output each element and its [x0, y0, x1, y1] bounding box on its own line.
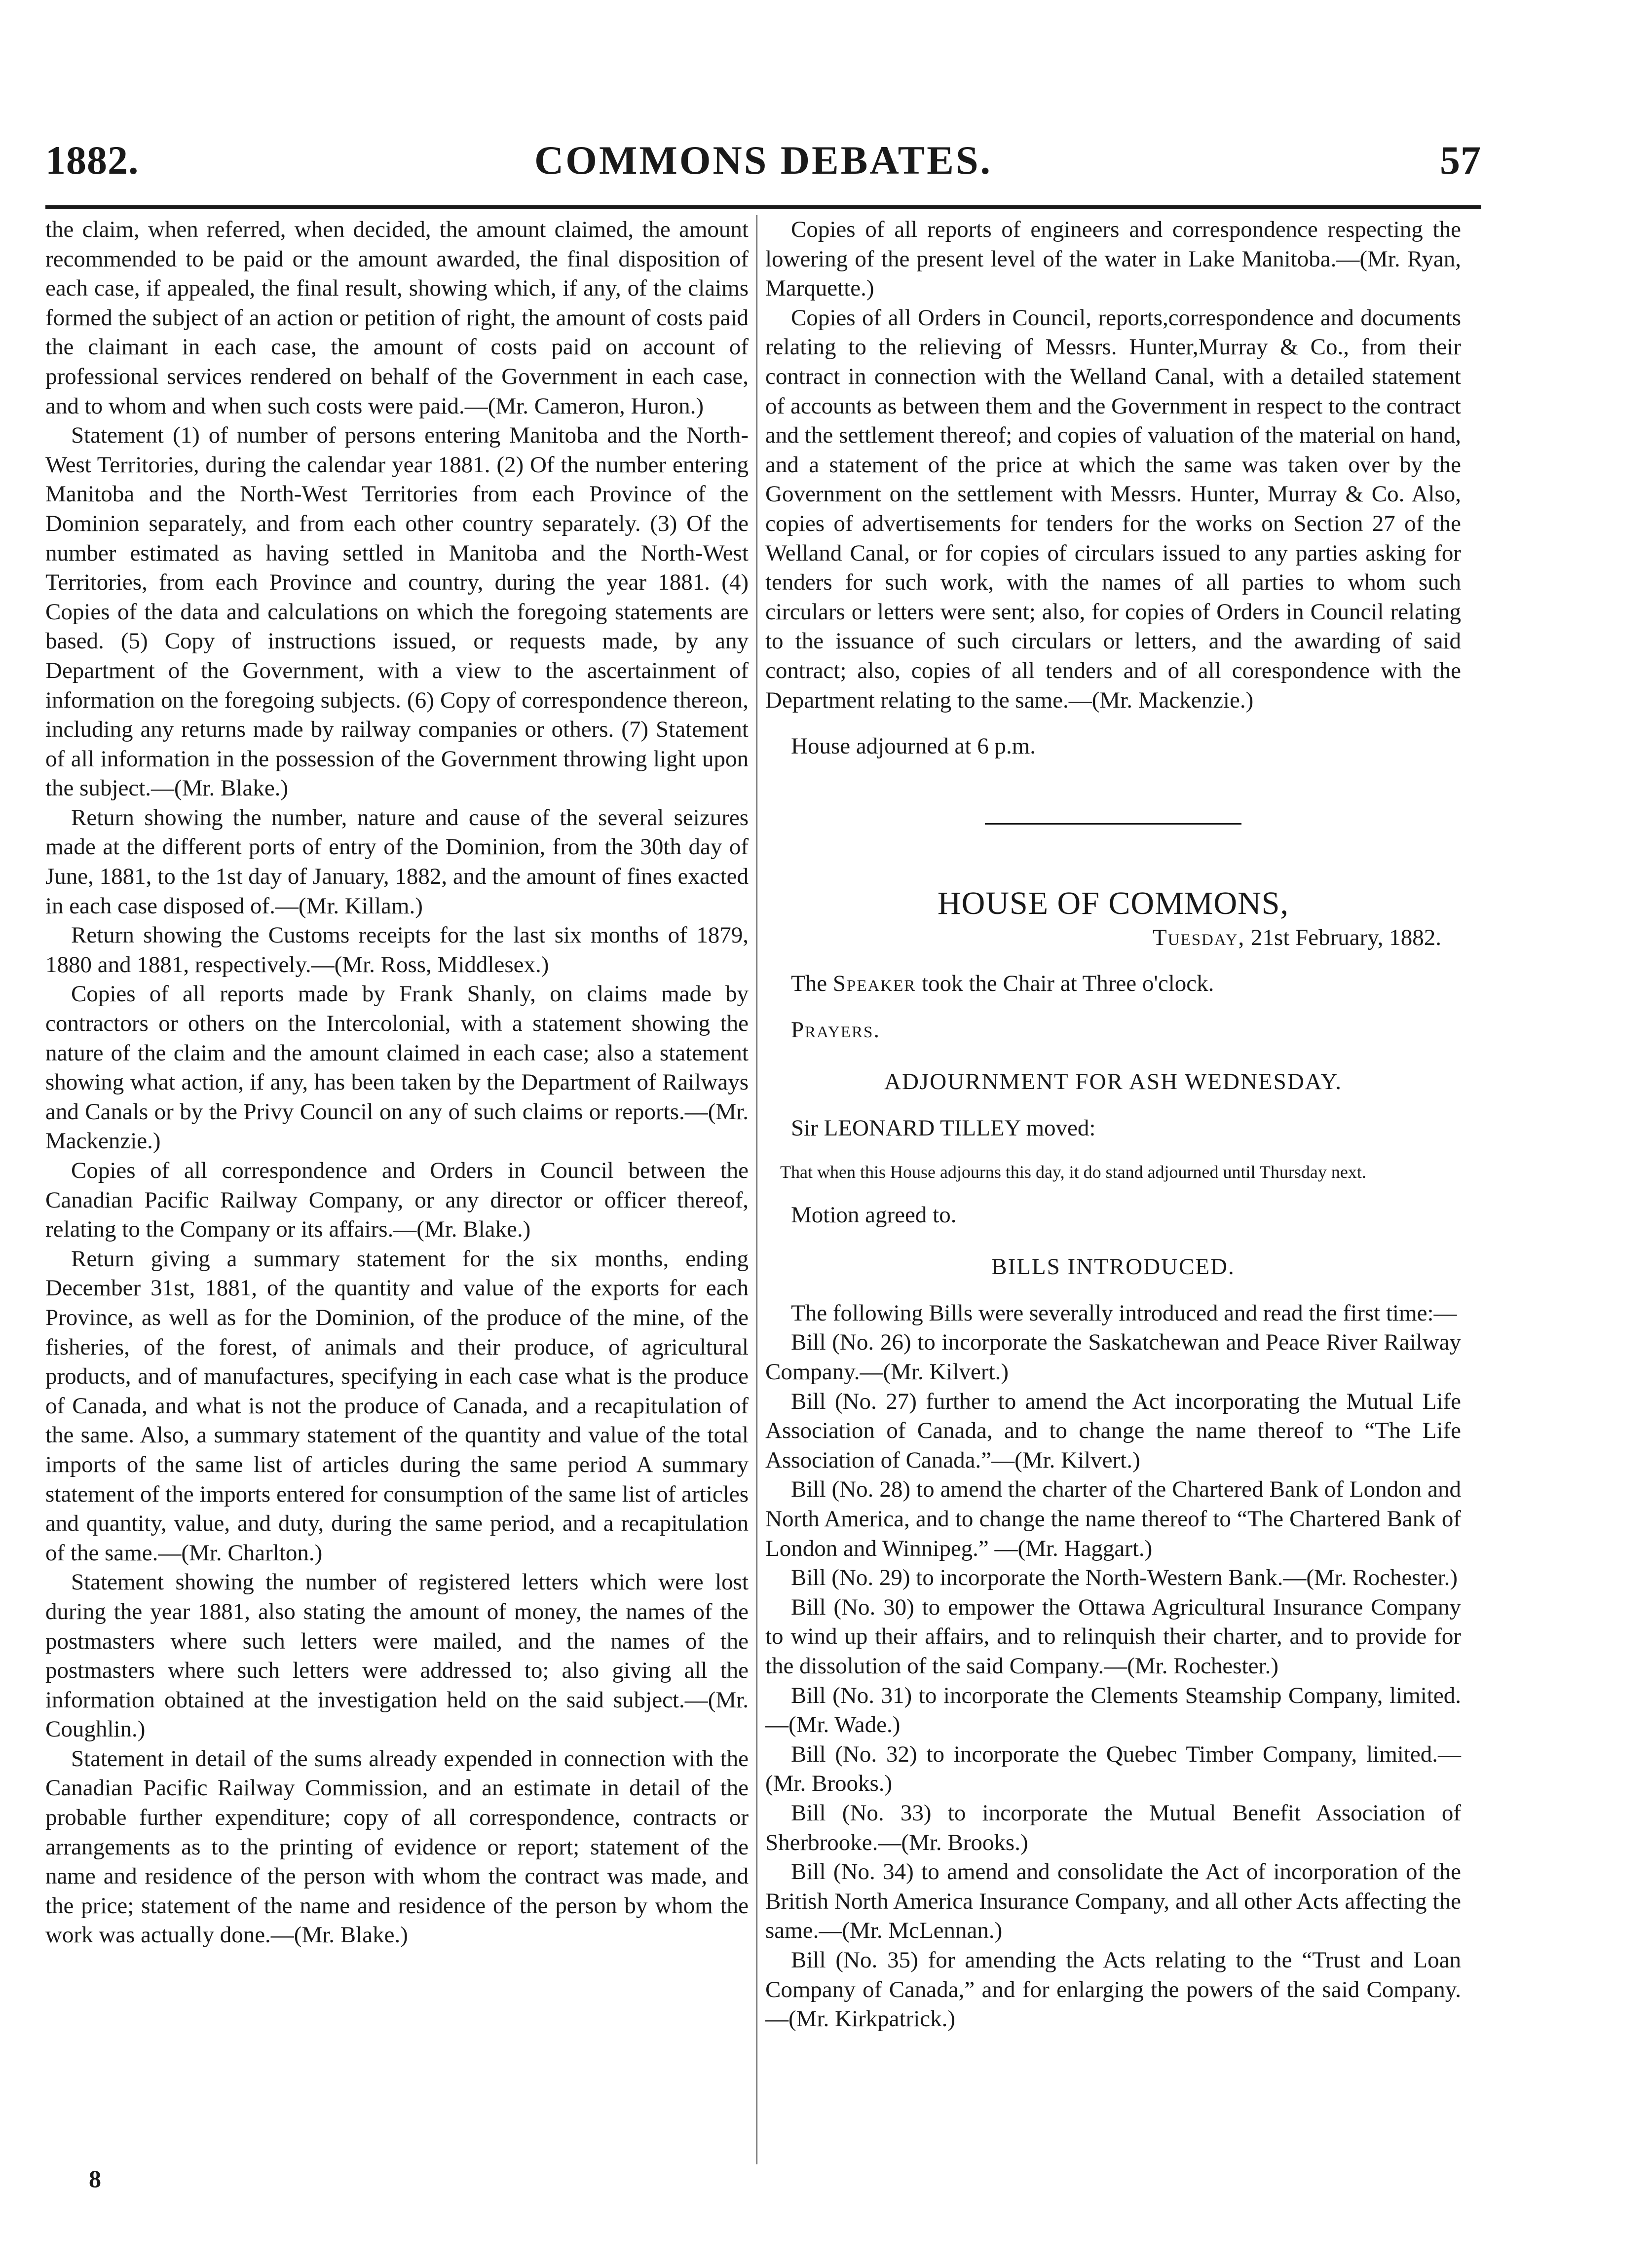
header-page-number: 57	[1440, 138, 1481, 183]
paragraph: Copies of all reports made by Frank Shanly, on claims made by contractors or others on the Intercolonial, with a statement showing the nature of the claim and the amount claimed in each case; also a statement showing what action, if any, has been taken by the Department of Railways and Canals or by the Privy Council on any of such claims or reports.—(Mr. Mackenzie.)	[45, 981, 749, 1154]
paragraph: Statement showing the number of registered letters which were lost during the year 1881, also stating the amount of money, the names of the postmasters where such letters were mailed, and the names of the postmasters where such letters were addressed to; also giving all the information obtained at the investigation held on the said subject.—(Mr. Coughlin.)	[45, 1569, 749, 1742]
sitting-date-rest: 21st February, 1882.	[1245, 924, 1441, 950]
bill-item: Bill (No. 30) to empower the Ottawa Agricultural Insurance Company to wind up their affairs, and to relinquish their charter, and to provide for the dissolution of the said Company.—(Mr. Rochester.)	[765, 1594, 1461, 1679]
paragraph: Copies of all correspondence and Orders in Council between the Canadian Pacific Railway Company, or any director or officer thereof, relating to the Company or its affairs.—(Mr. Blake.)	[45, 1158, 749, 1243]
paragraph: Statement (1) of number of persons entering Manitoba and the North-West Territories, during the calendar year 1881. (2) Of the number entering Manitoba and the North-West Territories from each Province of the Dominion separately, and from each other country separately. (3) Of the number estimated as having settled in Manitoba and the North-West Territories, from each Province and country, during the year 1881. (4) Copies of the data and calculations on which the foregoing statements are based. (5) Copy of instructions issued, or requests made, by any Department of the Government, with a view to the ascertainment of information on the foregoing subjects. (6) Copy of correspondence thereon, including any returns made by railway companies or others. (7) Statement of all information in the possession of the Government throwing light upon the subject.—(Mr. Blake.)	[45, 422, 749, 801]
prayers: Prayers.	[791, 1017, 881, 1043]
paragraph: Return showing the Customs receipts for the last six months of 1879, 1880 and 1881, respectively.—(Mr. Ross, Middlesex.)	[45, 922, 749, 978]
motion-text: That when this House adjourns this day, it do stand adjourned until Thursday next.	[780, 1162, 1366, 1182]
bills-heading: BILLS INTRODUCED.	[991, 1254, 1235, 1280]
bill-item: Bill (No. 33) to incorporate the Mutual Benefit Association of Sherbrooke.—(Mr. Brooks.)	[765, 1800, 1461, 1855]
paragraph: Copies of all reports of engineers and correspondence respecting the lowering of the present level of the water in Lake Manitoba.—(Mr. Ryan, Marquette.)	[765, 217, 1461, 302]
header-title: COMMONS DEBATES.	[534, 138, 993, 183]
bill-item: Bill (No. 27) further to amend the Act incorporating the Mutual Life Association of Canada, and to change the name thereof to “The Life Association of Canada.”—(Mr. Kilvert.)	[765, 1388, 1461, 1473]
bill-item: Bill (No. 32) to incorporate the Quebec Timber Company, limited.—(Mr. Brooks.)	[765, 1741, 1461, 1797]
bill-item: Bill (No. 29) to incorporate the North-Western Bank.—(Mr. Rochester.)	[791, 1565, 1458, 1591]
signature-mark: 8	[89, 2165, 101, 2192]
motion-agreed: Motion agreed to.	[791, 1202, 957, 1228]
bill-item: Bill (No. 35) for amending the Acts relating to the “Trust and Loan Company of Canada,” and for enlarging the powers of the said Company.—(Mr. Kirkpatrick.)	[765, 1947, 1461, 2032]
adjournment-heading: ADJOURNMENT FOR ASH WEDNESDAY.	[884, 1069, 1342, 1095]
column-divider	[756, 215, 757, 2164]
paragraph: the claim, when referred, when decided, the amount claimed, the amount recommended to be paid or the amount awarded, the final disposition of each case, if appealed, the final result, showing which, if any, of the claims formed the subject of an action or petition of right, the amount of costs paid the claimant in each case, the amount of costs paid on account of professional services rendered on behalf of the Government in each case, and to whom and when such costs were paid.—(Mr. Cameron, Huron.)	[45, 217, 749, 419]
paragraph: Return showing the number, nature and cause of the several seizures made at the different ports of entry of the Dominion, from the 30th day of June, 1881, to the 1st day of January, 1882, and the amount of fines exacted in each case disposed of.—(Mr. Killam.)	[45, 804, 749, 919]
bill-item: Bill (No. 28) to amend the charter of the Chartered Bank of London and North America, and to change the name thereof to “The Chartered Bank of London and Winnipeg.” —(Mr. Haggart.)	[765, 1476, 1461, 1561]
right-column	[765, 215, 1461, 2034]
speaker-post: took the Chair at Three o'clock.	[916, 971, 1214, 997]
left-column	[45, 215, 749, 1950]
bill-item: Bill (No. 34) to amend and consolidate the Act of incorporation of the British North America Insurance Company, and all other Acts affecting the same.—(Mr. McLennan.)	[765, 1859, 1461, 1944]
paragraph: Copies of all Orders in Council, reports,correspondence and documents relating to the relieving of Messrs. Hunter,Murray & Co., from their contract in connection with the Welland Canal, with a detailed statement of accounts as between them and the Government in respect to the contract and the settlement thereof; and copies of valuation of the material on hand, and a statement of the price at which the same was taken over by the Government on the settlement with Messrs. Hunter, Murray & Co. Also, copies of advertisements for tenders for the works on Section 27 of the Welland Canal, or for copies of circulars issued to any parties asking for tenders for such work, with the names of all parties to whom such circulars or letters were sent; also, for copies of Orders in Council relating to the issuance of such circulars or letters, and the awarding of said contract; also, copies of all tenders and of all corespondence with the Department relating to the same.—(Mr. Mackenzie.)	[765, 304, 1461, 713]
moved-by: Sir LEONARD TILLEY moved:	[791, 1115, 1096, 1141]
bill-item: Bill (No. 26) to incorporate the Saskatchewan and Peace River Railway Company.—(Mr. Kilvert.)	[765, 1329, 1461, 1385]
paragraph: Return giving a summary statement for the six months, ending December 31st, 1881, of the quantity and value of the exports for each Province, as well as for the Dominion, of the produce of the mine, of the fisheries, of the forest, of animals and their produce, of agricultural products, and of manufactures, specifying in each case what is the produce of Canada, and what is not the produce of Canada, and a recapitulation of the same. Also, a summary statement of the quantity and value of the total imports of the same list of articles during the same period A summary statement of the imports entered for consumption of the same list of articles and quantity, value, and duty, during the same period, and a recapitulation of the same.—(Mr. Charlton.)	[45, 1246, 749, 1566]
sitting-date	[765, 923, 1461, 953]
speaker-word: Speaker	[832, 971, 916, 997]
paragraph: Statement in detail of the sums already expended in connection with the Canadian Pacific Railway Commission, and an estimate in detail of the probable further expenditure; copy of all correspondence, contracts or arrangements as to the printing of evidence or report; statement of the name and residence of the person with whom the contract was made, and the price; statement of the name and residence of the person by whom the work was actually done.—(Mr. Blake.)	[45, 1745, 749, 1948]
speaker-pre: The	[791, 971, 833, 997]
header-rule	[45, 205, 1481, 209]
bill-item: Bill (No. 31) to incorporate the Clements Steamship Company, limited.—(Mr. Wade.)	[765, 1682, 1461, 1738]
section-rule	[985, 823, 1241, 825]
house-title: HOUSE OF COMMONS,	[938, 885, 1289, 921]
adjourned-note: House adjourned at 6 p.m.	[791, 733, 1036, 759]
header-year: 1882.	[45, 138, 139, 183]
speaker-line	[765, 969, 1461, 999]
bills-intro: The following Bills were severally introduced and read the first time:—	[791, 1300, 1457, 1326]
page-header	[45, 133, 1481, 207]
sitting-day: Tuesday,	[1153, 924, 1245, 950]
